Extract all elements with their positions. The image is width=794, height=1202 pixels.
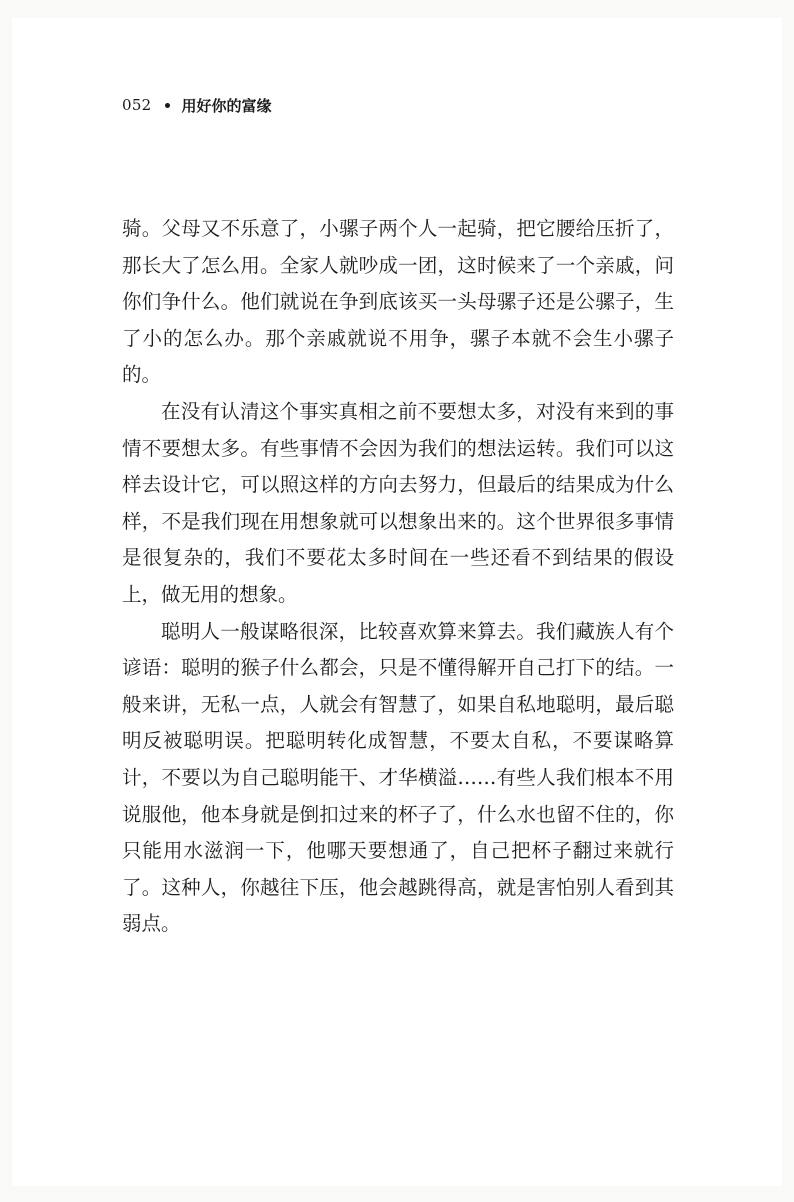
paragraph: 在没有认清这个事实真相之前不要想太多，对没有来到的事情不要想太多。有些事情不会因为我们的想法运转。我们可以这样去设计它，可以照这样的方向去努力，但最后的结果成为什么样，不是我们现在用想象就可以想象出来的。这个世界很多事情是很复杂的，我们不要花太多时间在一些还看不到结果的假设上，做无用的想象。 xyxy=(122,399,674,606)
page-number: 052 xyxy=(122,96,152,114)
running-head xyxy=(122,93,272,117)
body-text xyxy=(122,211,674,943)
bullet-separator-icon xyxy=(165,103,170,108)
book-title: 用好你的富缘 xyxy=(181,96,272,115)
paragraph: 骑。父母又不乐意了，小骡子两个人一起骑，把它腰给压折了，那长大了怎么用。全家人就吵成一团，这时候来了一个亲戚，问你们争什么。他们就说在争到底该买一头母骡子还是公骡子，生了小的怎么办。那个亲戚就说不用争，骡子本就不会生小骡子的。 xyxy=(122,217,674,387)
paragraph: 聪明人一般谋略很深，比较喜欢算来算去。我们藏族人有个谚语：聪明的猴子什么都会，只是不懂得解开自己打下的结。一般来讲，无私一点，人就会有智慧了，如果自私地聪明，最后聪明反被聪明误。把聪明转化成智慧，不要太自私，不要谋略算计，不要以为自己聪明能干、才华横溢……有些人我们根本不用说服他，他本身就是倒扣过来的杯子了，什么水也留不住的，你只能用水滋润一下，他哪天要想通了，自己把杯子翻过来就行了。这种人，你越往下压，他会越跳得高，就是害怕别人看到其弱点。 xyxy=(122,619,674,936)
